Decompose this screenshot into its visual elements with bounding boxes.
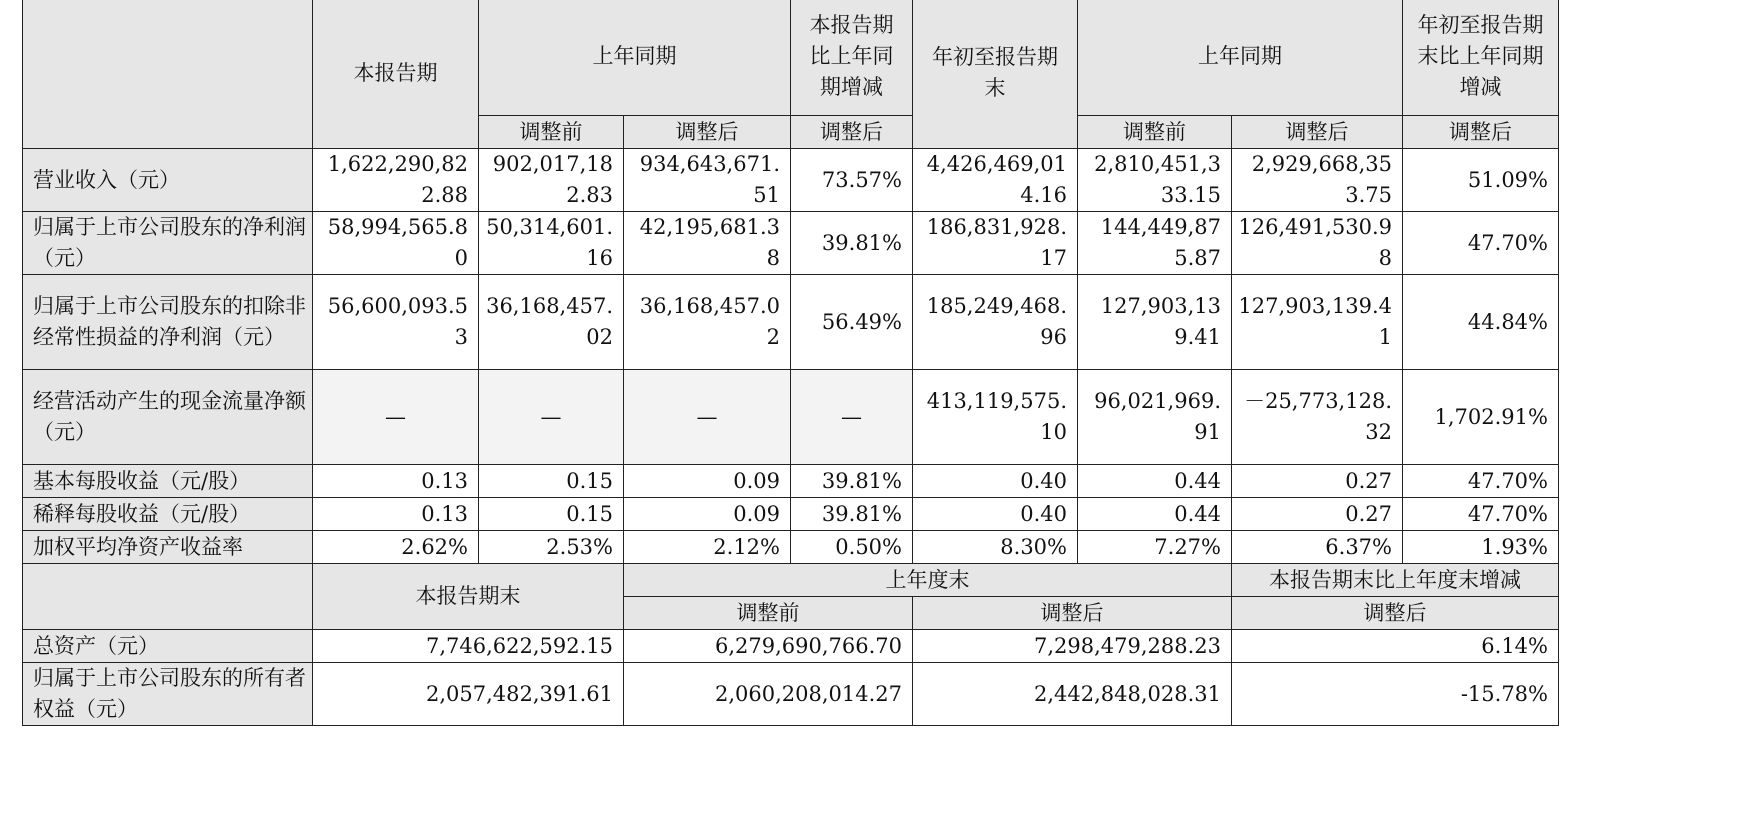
cell-ytd-prior-before: 0.44 <box>1078 498 1232 531</box>
cell-prior-before: 50,314,601.16 <box>479 212 624 275</box>
cell-prior-after: 934,643,671.51 <box>624 149 791 212</box>
table-row <box>23 630 1559 663</box>
cell-period-end: 7,746,622,592.15 <box>313 630 624 663</box>
table-row <box>23 212 1559 275</box>
cell-change: 39.81% <box>791 212 913 275</box>
cell-ytd: 185,249,468.96 <box>913 275 1078 370</box>
cell-ytd-prior-after: 0.27 <box>1232 465 1403 498</box>
cell-change: 6.14% <box>1232 630 1559 663</box>
cell-ytd: 0.40 <box>913 498 1078 531</box>
cell-ytd-prior-before: 7.27% <box>1078 531 1232 564</box>
cell-ytd-prior-after: 0.27 <box>1232 498 1403 531</box>
cell-change: -15.78% <box>1232 663 1559 726</box>
cell-prior-after: 42,195,681.38 <box>624 212 791 275</box>
cell-change: 39.81% <box>791 498 913 531</box>
header-prior-same-period-ytd: 上年同期 <box>1078 0 1403 116</box>
cell-ytd-prior-after: 6.37% <box>1232 531 1403 564</box>
cell-ytd-change: 51.09% <box>1403 149 1559 212</box>
header-prior-same-period: 上年同期 <box>479 0 791 116</box>
cell-ytd-prior-after: 127,903,139.41 <box>1232 275 1403 370</box>
cell-prior-before: 0.15 <box>479 498 624 531</box>
header-ytd-change-after-adjustment: 调整后 <box>1403 116 1559 149</box>
cell-prior-after: 2,442,848,028.31 <box>913 663 1232 726</box>
row-label: 归属于上市公司股东的所有者权益（元） <box>23 663 313 726</box>
cell-prior-after: 2.12% <box>624 531 791 564</box>
balance-header-period-end: 本报告期末 <box>313 564 624 630</box>
cell-ytd: 4,426,469,014.16 <box>913 149 1078 212</box>
cell-period-end: 2,057,482,391.61 <box>313 663 624 726</box>
balance-header-prior-year-end: 上年度末 <box>624 564 1232 597</box>
cell-current: 58,994,565.80 <box>313 212 479 275</box>
cell-ytd-prior-before: 127,903,139.41 <box>1078 275 1232 370</box>
cell-change: 39.81% <box>791 465 913 498</box>
cell-ytd: 413,119,575.10 <box>913 370 1078 465</box>
cell-prior-before: — <box>479 370 624 465</box>
header-empty-corner <box>23 0 313 149</box>
table-row <box>23 149 1559 212</box>
cell-prior-after: 0.09 <box>624 465 791 498</box>
cell-ytd-change: 47.70% <box>1403 212 1559 275</box>
cell-prior-before: 36,168,457.02 <box>479 275 624 370</box>
row-label: 加权平均净资产收益率 <box>23 531 313 564</box>
table-row <box>23 465 1559 498</box>
cell-change: 56.49% <box>791 275 913 370</box>
header-ytd-before-adjustment: 调整前 <box>1078 116 1232 149</box>
cell-ytd-prior-before: 2,810,451,333.15 <box>1078 149 1232 212</box>
balance-header-empty-corner <box>23 564 313 630</box>
header-change-after-adjustment: 调整后 <box>791 116 913 149</box>
balance-header-change-after-adjustment: 调整后 <box>1232 597 1559 630</box>
table-row <box>23 531 1559 564</box>
cell-ytd-prior-after: 126,491,530.98 <box>1232 212 1403 275</box>
cell-ytd: 186,831,928.17 <box>913 212 1078 275</box>
row-label: 营业收入（元） <box>23 149 313 212</box>
table-row <box>23 498 1559 531</box>
header-ytd-change: 年初至报告期末比上年同期增减 <box>1403 0 1559 116</box>
cell-current: — <box>313 370 479 465</box>
cell-current: 2.62% <box>313 531 479 564</box>
header-change-vs-prior: 本报告期比上年同期增减 <box>791 0 913 116</box>
cell-ytd: 8.30% <box>913 531 1078 564</box>
cell-ytd-prior-before: 96,021,969.91 <box>1078 370 1232 465</box>
row-label: 总资产（元） <box>23 630 313 663</box>
cell-current: 56,600,093.53 <box>313 275 479 370</box>
balance-header-before-adjustment: 调整前 <box>624 597 913 630</box>
header-current-period: 本报告期 <box>313 0 479 149</box>
row-label: 经营活动产生的现金流量净额（元） <box>23 370 313 465</box>
row-label: 基本每股收益（元/股） <box>23 465 313 498</box>
row-label: 归属于上市公司股东的净利润（元） <box>23 212 313 275</box>
cell-change: 73.57% <box>791 149 913 212</box>
header-before-adjustment: 调整前 <box>479 116 624 149</box>
cell-prior-before: 6,279,690,766.70 <box>624 630 913 663</box>
row-label: 稀释每股收益（元/股） <box>23 498 313 531</box>
table-row <box>23 275 1559 370</box>
row-label: 归属于上市公司股东的扣除非经常性损益的净利润（元） <box>23 275 313 370</box>
table-row <box>23 663 1559 726</box>
financial-summary-table <box>22 0 1559 726</box>
cell-ytd: 0.40 <box>913 465 1078 498</box>
cell-ytd-change: 44.84% <box>1403 275 1559 370</box>
cell-current: 1,622,290,822.88 <box>313 149 479 212</box>
cell-current: 0.13 <box>313 465 479 498</box>
cell-ytd-change: 1,702.91% <box>1403 370 1559 465</box>
balance-header-after-adjustment: 调整后 <box>913 597 1232 630</box>
cell-change: 0.50% <box>791 531 913 564</box>
cell-ytd-prior-before: 144,449,875.87 <box>1078 212 1232 275</box>
cell-current: 0.13 <box>313 498 479 531</box>
cell-prior-after: — <box>624 370 791 465</box>
cell-prior-before: 0.15 <box>479 465 624 498</box>
header-after-adjustment: 调整后 <box>624 116 791 149</box>
cell-prior-after: 0.09 <box>624 498 791 531</box>
cell-ytd-change: 47.70% <box>1403 465 1559 498</box>
cell-ytd-prior-before: 0.44 <box>1078 465 1232 498</box>
header-ytd-after-adjustment: 调整后 <box>1232 116 1403 149</box>
cell-prior-before: 2.53% <box>479 531 624 564</box>
cell-prior-before: 2,060,208,014.27 <box>624 663 913 726</box>
table-row <box>23 370 1559 465</box>
cell-prior-after: 7,298,479,288.23 <box>913 630 1232 663</box>
cell-prior-before: 902,017,182.83 <box>479 149 624 212</box>
cell-ytd-change: 47.70% <box>1403 498 1559 531</box>
cell-prior-after: 36,168,457.02 <box>624 275 791 370</box>
balance-header-change: 本报告期末比上年度末增减 <box>1232 564 1559 597</box>
header-ytd: 年初至报告期末 <box>913 0 1078 149</box>
cell-ytd-change: 1.93% <box>1403 531 1559 564</box>
cell-ytd-prior-after: 2,929,668,353.75 <box>1232 149 1403 212</box>
cell-change: — <box>791 370 913 465</box>
cell-ytd-prior-after: －25,773,128.32 <box>1232 370 1403 465</box>
